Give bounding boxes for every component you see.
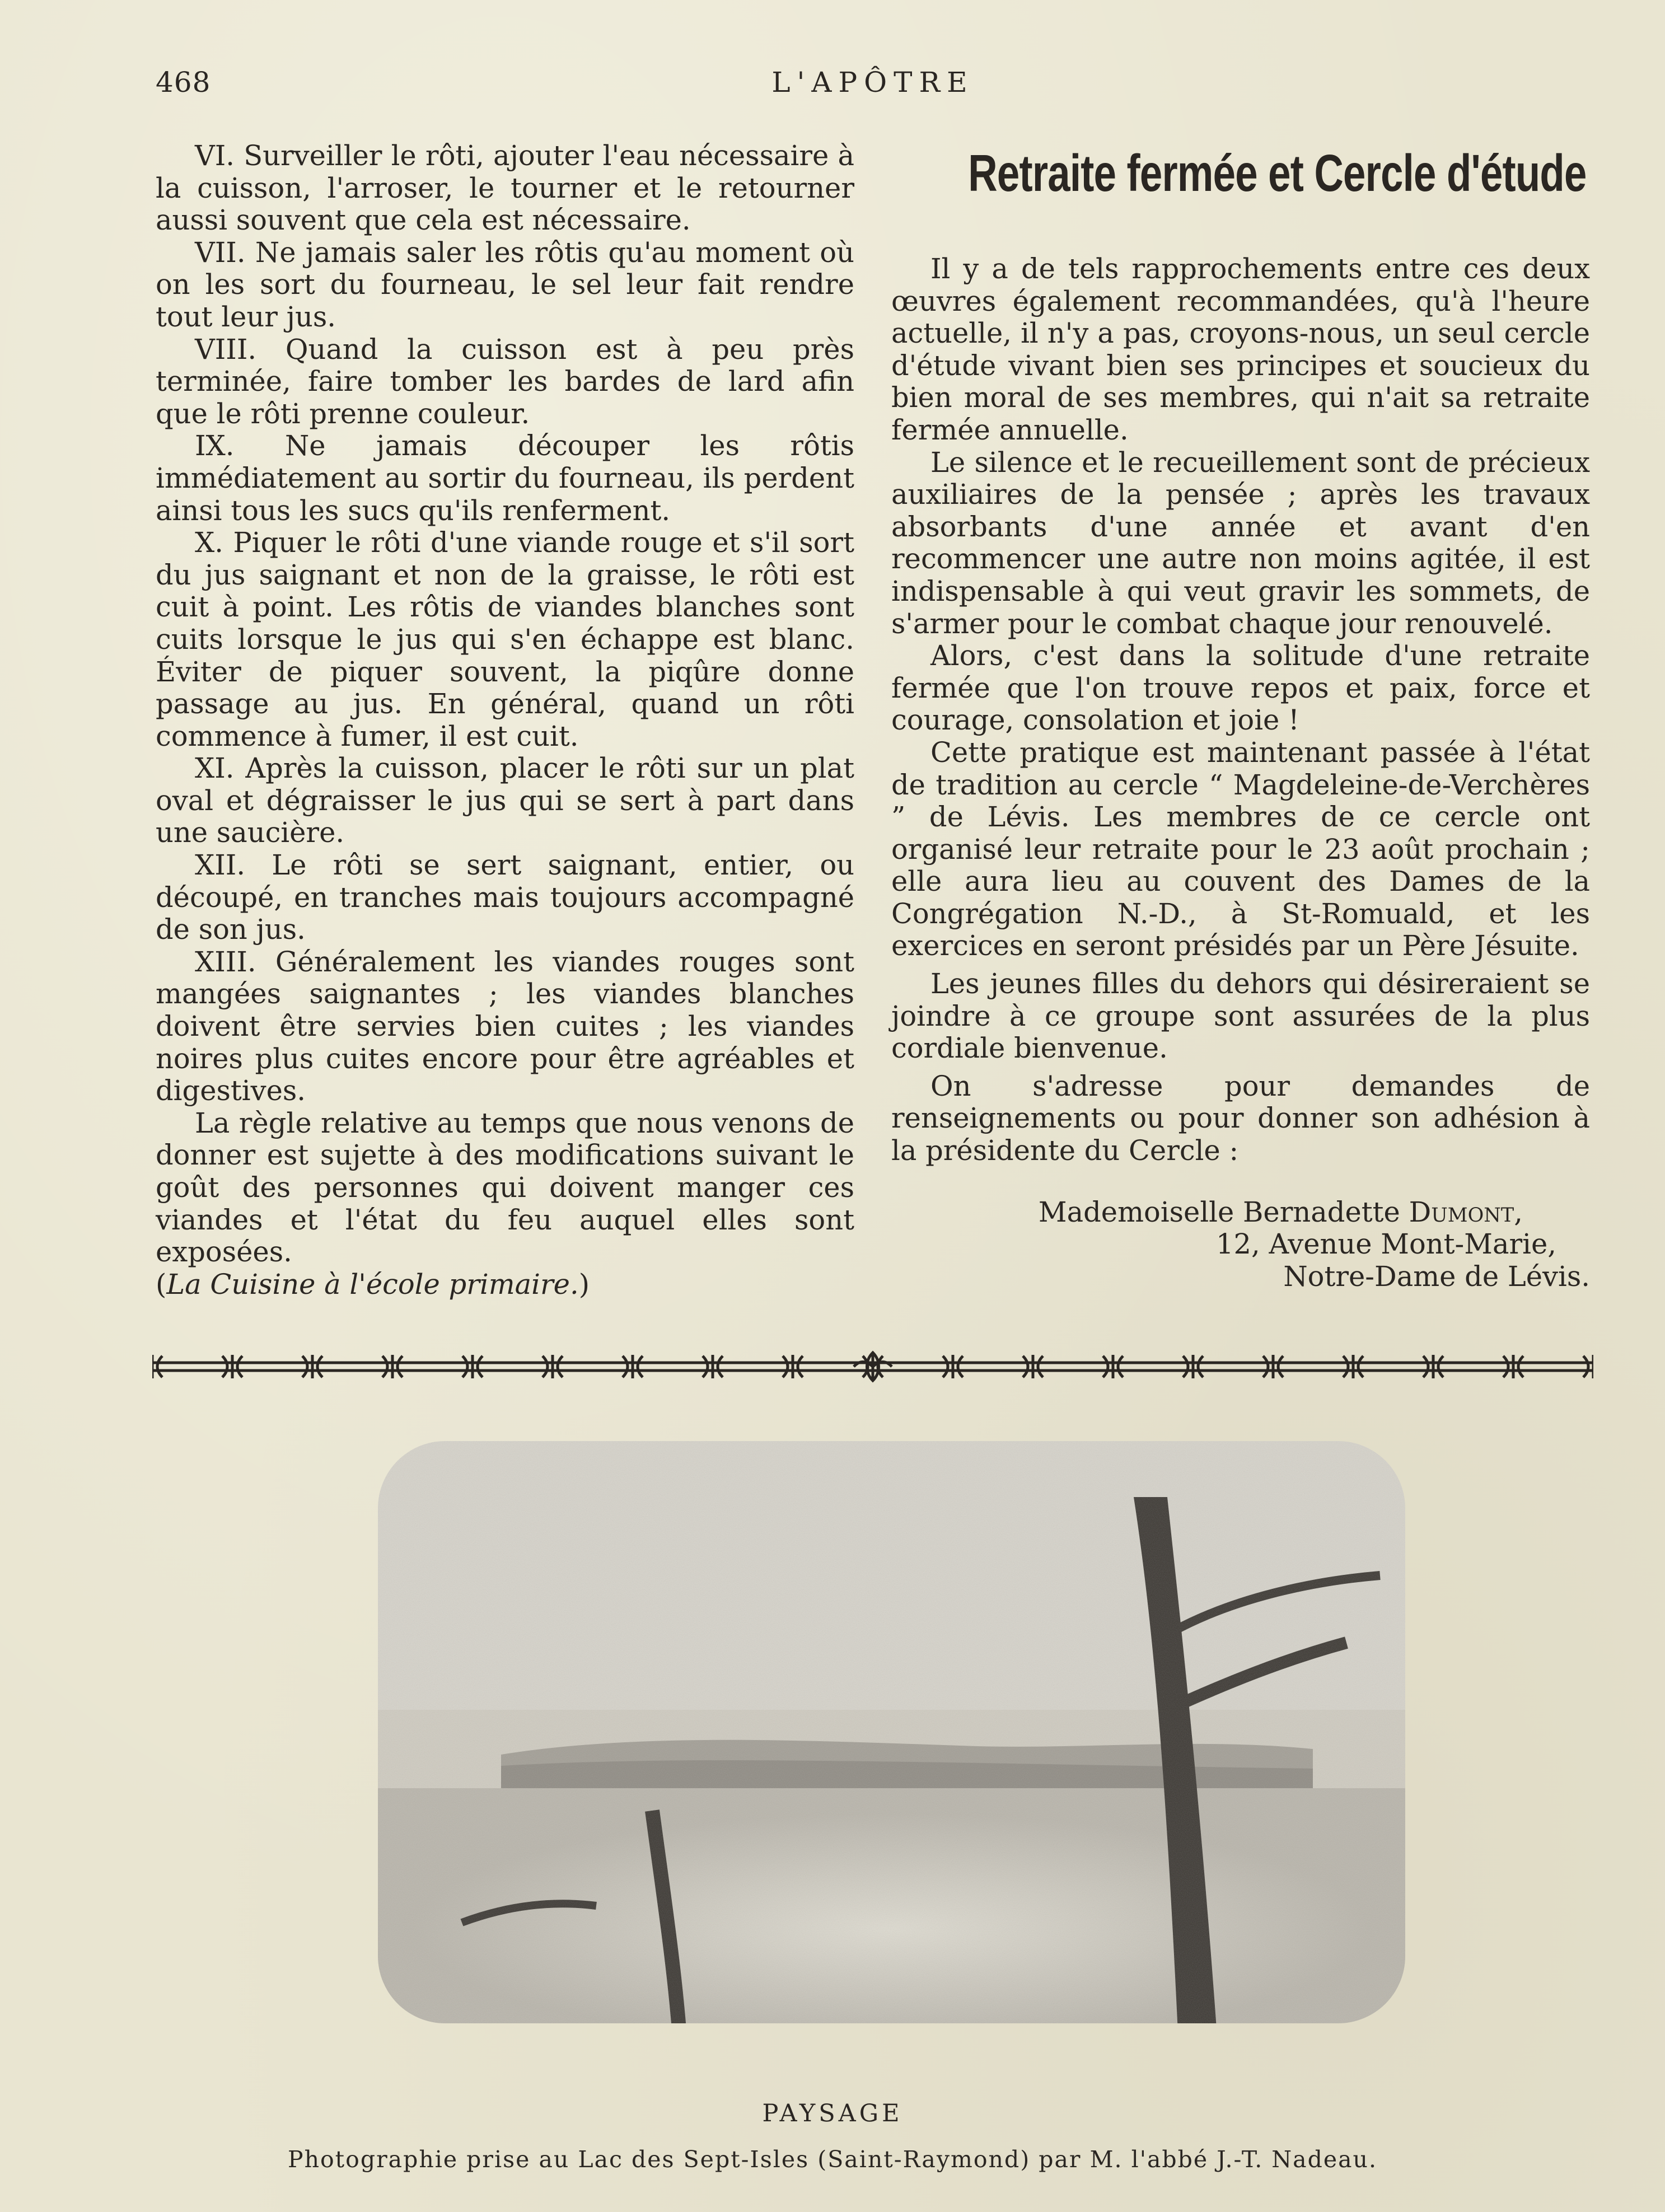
page-number: 468 xyxy=(156,66,211,99)
signature-address: 12, Avenue Mont-Marie, xyxy=(1216,1228,1556,1261)
paragraph: XIII. Généralement les viandes rouges sont mangées saignantes ; les viandes blanches doivent être servies bien cuites ; les viandes noires plus cuites encore pour être agréables et digestives. xyxy=(156,945,854,1107)
article-title: Retraite fermée et Cercle d'étude xyxy=(968,144,1587,202)
photo-caption-text: Photographie prise au Lac des Sept-Isles (Saint-Raymond) par M. l'abbé J.-T. Nadeau. xyxy=(287,2146,1377,2173)
landscape-photograph xyxy=(361,1419,1422,2044)
paragraph: Alors, c'est dans la solitude d'une retraite fermée que l'on trouve repos et paix, force et courage, consolation et joie ! xyxy=(891,639,1590,737)
paragraph: Cette pratique est maintenant passée à l'état de tradition au cercle “ Magdeleine-de-Verchères ” de Lévis. Les membres de ce cercle ont organisé leur retraite pour le 23 août prochain ; elle aura lieu au couvent des Dames de la Congrégation N.-D., à St-Romuald, et les exercices en seront présidés par un Père Jésuite. xyxy=(891,736,1590,962)
signature-block xyxy=(891,1196,1590,1293)
paragraph: XII. Le rôti se sert saignant, entier, ou découpé, en tranches mais toujours accompagné de son jus. xyxy=(156,849,854,946)
paragraph: Le silence et le recueillement sont de précieux auxiliaires de la pensée ; après les travaux absorbants d'une année et avant d'en recommencer une autre non moins agitée, il est indispensable à qui veut gravir les sommets, de s'armer pour le combat chaque jour renouvelé. xyxy=(891,446,1590,640)
retreat-article xyxy=(891,140,1590,1293)
journal-title: L'APÔTRE xyxy=(771,66,974,99)
running-head xyxy=(156,66,1590,111)
cooking-article xyxy=(156,140,854,1301)
signature-surname: Dumont xyxy=(1409,1195,1514,1228)
paragraph: XI. Après la cuisson, placer le rôti sur un plat oval et dégraisser le jus qui se sert à part dans une saucière. xyxy=(156,752,854,849)
paragraph: X. Piquer le rôti d'une viande rouge et s'il sort du jus saignant et non de la graisse, le rôti est cuit à point. Les rôtis de viandes blanches sont cuits lorsque le jus qui s'en échappe est blanc. Éviter de piquer souvent, la piqûre donne passage au jus. En général, quand un rôti commence à fumer, il est cuit. xyxy=(156,526,854,752)
signature-suffix: , xyxy=(1514,1195,1523,1228)
signature-name-line xyxy=(891,1196,1590,1229)
signature-prefix: Mademoiselle Bernadette xyxy=(1038,1195,1409,1228)
decorative-border-ornament xyxy=(152,1350,1593,1383)
source-close-paren: ) xyxy=(578,1268,590,1301)
paragraph: Il y a de tels rapprochements entre ces deux œuvres également recommandées, qu'à l'heure actuelle, il n'y a pas, croyons-nous, un seul cercle d'étude vivant bien ses principes et soucieux du bien moral de ses membres, qui n'ait sa retraite fermée annuelle. xyxy=(891,252,1590,446)
paragraph: IX. Ne jamais découper les rôtis immédiatement au sortir du fourneau, ils perdent ainsi tous les sucs qu'ils renferment. xyxy=(156,429,854,527)
paragraph: VIII. Quand la cuisson est à peu près terminée, faire tomber les bardes de lard afin que le rôti prenne couleur. xyxy=(156,333,854,430)
paragraph: Les jeunes filles du dehors qui désireraient se joindre à ce groupe sont assurées de la plus cordiale bienvenue. xyxy=(891,967,1590,1065)
paragraph: La règle relative au temps que nous venons de donner est sujette à des modifications suivant le goût des personnes qui doivent manger ces viandes et l'état du feu auquel elles sont exposées. xyxy=(156,1106,854,1269)
signature-city: Notre-Dame de Lévis. xyxy=(1283,1260,1590,1293)
source-title: La Cuisine à l'école primaire. xyxy=(166,1268,579,1301)
paragraph: On s'adresse pour demandes de renseignements ou pour donner son adhésion à la présidente du Cercle : xyxy=(891,1069,1590,1167)
photo-caption-title: PAYSAGE xyxy=(762,2099,903,2127)
source-open-paren: ( xyxy=(156,1268,167,1301)
paragraph: VI. Surveiller le rôti, ajouter l'eau nécessaire à la cuisson, l'arroser, le tourner et le retourner aussi souvent que cela est nécessaire. xyxy=(156,139,854,237)
source-citation xyxy=(156,1269,854,1301)
paragraph: VII. Ne jamais saler les rôtis qu'au moment où on les sort du fourneau, le sel leur fait rendre tout leur jus. xyxy=(156,236,854,333)
